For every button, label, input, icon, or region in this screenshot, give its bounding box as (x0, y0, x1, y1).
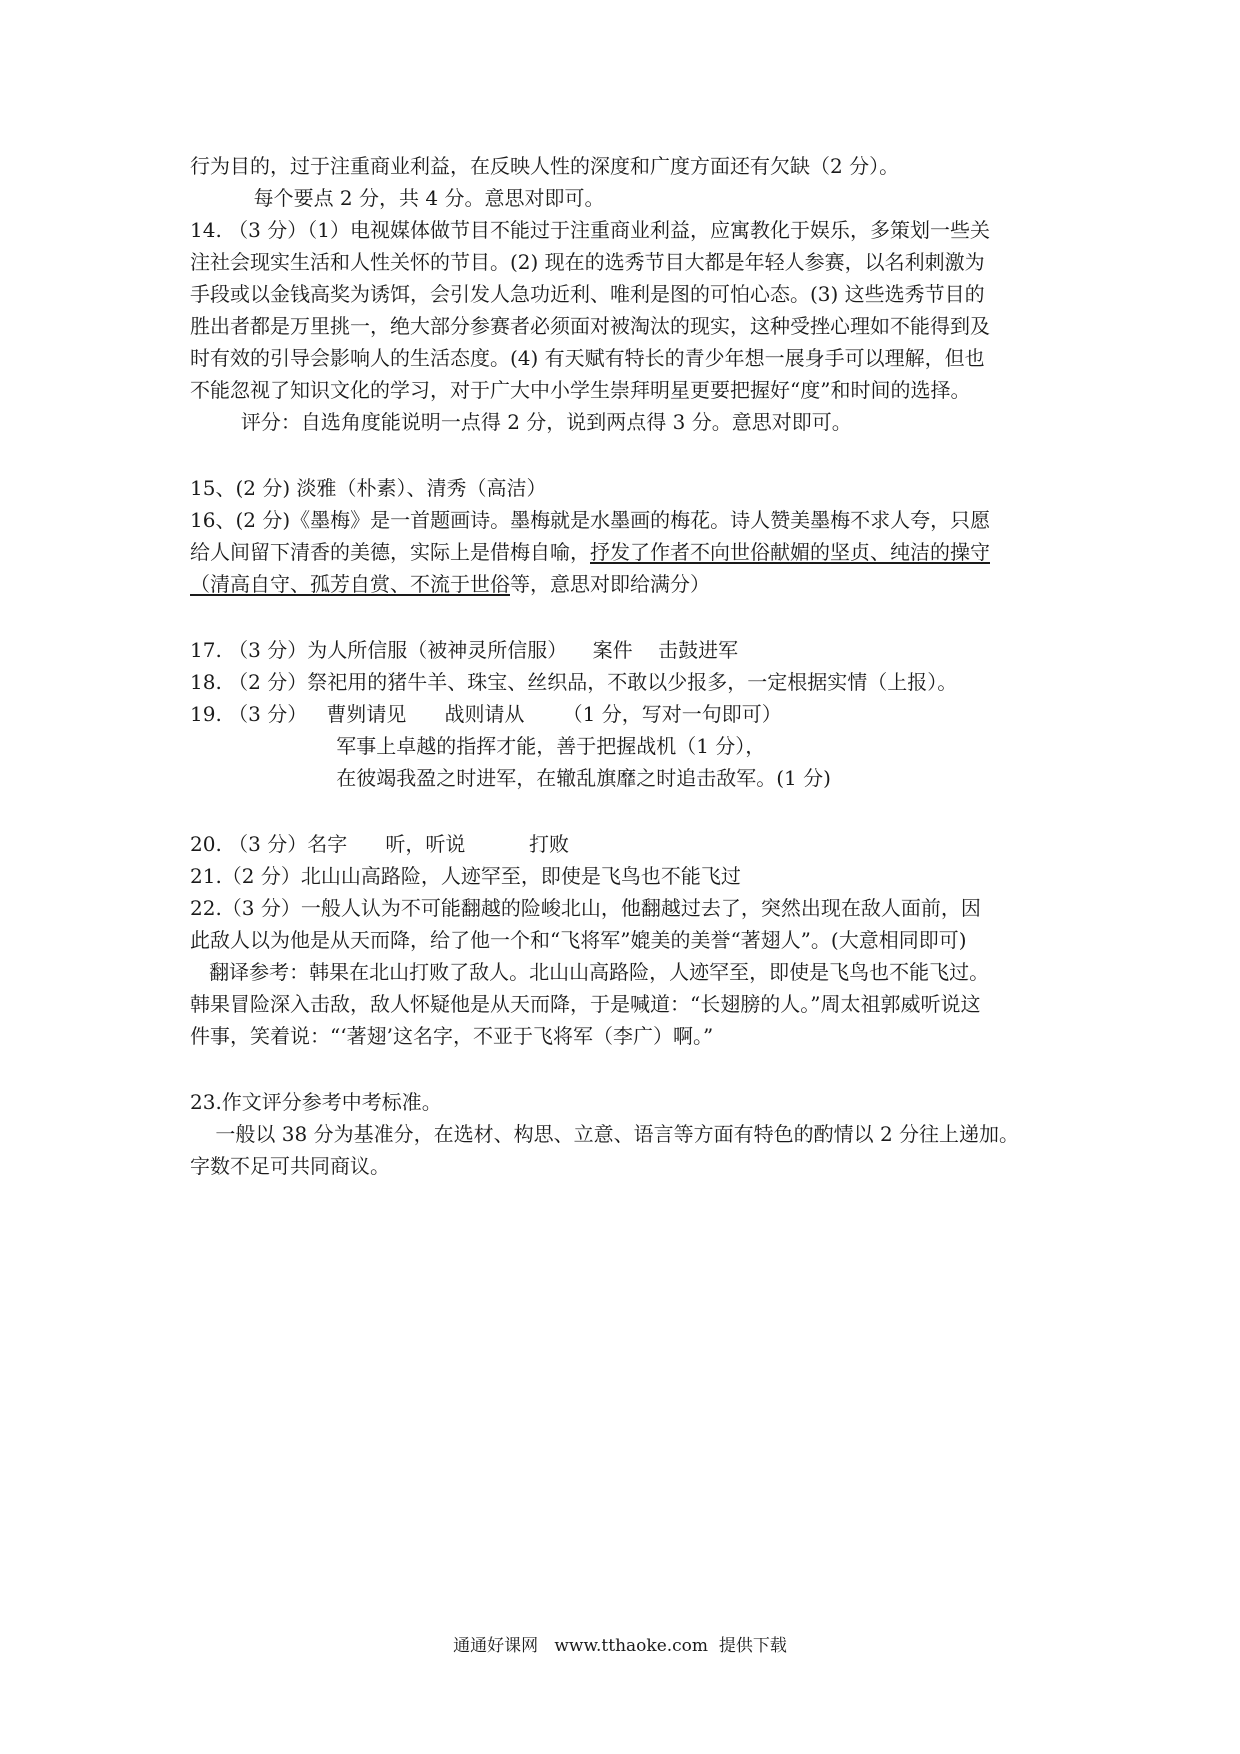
answer-key-body (190, 150, 1070, 1182)
q17-answer: 17. （3 分）为人所信服（被神灵所信服） 案件 击鼓进军 (190, 638, 739, 662)
q14-line: 手段或以金钱高奖为诱饵，会引发人急功近利、唯利是图的可怕心态。(3) 这些选秀节目的 (190, 282, 985, 306)
q21-answer: 21.（2 分）北山山高路险，人迹罕至，即使是飞鸟也不能飞过 (190, 864, 741, 888)
text-line: 每个要点 2 分，共 4 分。意思对即可。 (190, 186, 605, 210)
q23-title: 23.作文评分参考中考标准。 (190, 1090, 442, 1114)
q23-line: 字数不足可共同商议。 (190, 1154, 390, 1178)
q19-answer: 在彼竭我盈之时进军，在辙乱旗靡之时追击敌军。(1 分) (190, 766, 831, 790)
q23-line: 一般以 38 分为基准分，在选材、构思、立意、语言等方面有特色的酌情以 2 分往上递加。 (190, 1122, 1020, 1146)
translation-line: 翻译参考：韩果在北山打败了敌人。北山山高路险，人迹罕至，即使是飞鸟也不能飞过。 (190, 960, 990, 984)
q20-answer: 20. （3 分）名字 听，听说 打败 (190, 832, 569, 856)
q14-scoring-note: 评分：自选角度能说明一点得 2 分，说到两点得 3 分。意思对即可。 (190, 410, 852, 434)
q14-line: 14. （3 分）（1）电视媒体做节目不能过于注重商业利益，应寓教化于娱乐，多策划一些关 (190, 218, 990, 242)
translation-line: 韩果冒险深入击敌，敌人怀疑他是从天而降，于是喊道：“长翅膀的人。”周太祖郭威听说这 (190, 992, 981, 1016)
q18-answer: 18. （2 分）祭祀用的猪牛羊、珠宝、丝织品，不敢以少报多，一定根据实情（上报）。 (190, 670, 958, 694)
q14-line: 胜出者都是万里挑一，绝大部分参赛者必须面对被淘汰的现实，这种受挫心理如不能得到及 (190, 314, 990, 338)
q19-answer: 19. （3 分） 曹刿请见 战则请从 （1 分，写对一句即可） (190, 702, 782, 726)
q16-text: 给人间留下清香的美德，实际上是借梅自喻， (190, 540, 590, 564)
q16-underlined-text: （清高自守、孤芳自赏、不流于世俗 (190, 572, 510, 596)
q16-text: 等，意思对即给满分） (510, 572, 710, 596)
translation-line: 件事，笑着说：“‘著翅’这名字，不亚于飞将军（李广）啊。” (190, 1024, 714, 1048)
q14-line: 时有效的引导会影响人的生活态度。(4) 有天赋有特长的青少年想一展身手可以理解，但也 (190, 346, 985, 370)
q14-line: 不能忽视了知识文化的学习，对于广大中小学生崇拜明星更要把握好“度”和时间的选择。 (190, 378, 971, 402)
page-footer: 通通好课网 www.tthaoke.com 提供下载 (453, 1636, 787, 1656)
q14-line: 注社会现实生活和人性关怀的节目。(2) 现在的选秀节目大都是年轻人参赛，以名利刺激为 (190, 250, 985, 274)
q16-line: 16、(2 分)《墨梅》是一首题画诗。墨梅就是水墨画的梅花。诗人赞美墨梅不求人夸，只愿 (190, 508, 991, 532)
q22-answer: 此敌人以为他是从天而降，给了他一个和“飞将军”媲美的美誉“著翅人”。(大意相同即可) (190, 928, 967, 952)
q16-line (190, 568, 1070, 600)
q22-answer: 22.（3 分）一般人认为不可能翻越的险峻北山，他翻越过去了，突然出现在敌人面前，因 (190, 896, 981, 920)
q16-line (190, 536, 1070, 568)
text-line: 行为目的，过于注重商业利益，在反映人性的深度和广度方面还有欠缺（2 分）。 (190, 154, 900, 178)
q15-answer: 15、(2 分) 淡雅（朴素）、清秀（高洁） (190, 476, 547, 500)
q19-answer: 军事上卓越的指挥才能，善于把握战机（1 分）， (190, 734, 766, 758)
q16-underlined-text: 抒发了作者不向世俗献媚的坚贞、纯洁的操守 (590, 540, 990, 564)
